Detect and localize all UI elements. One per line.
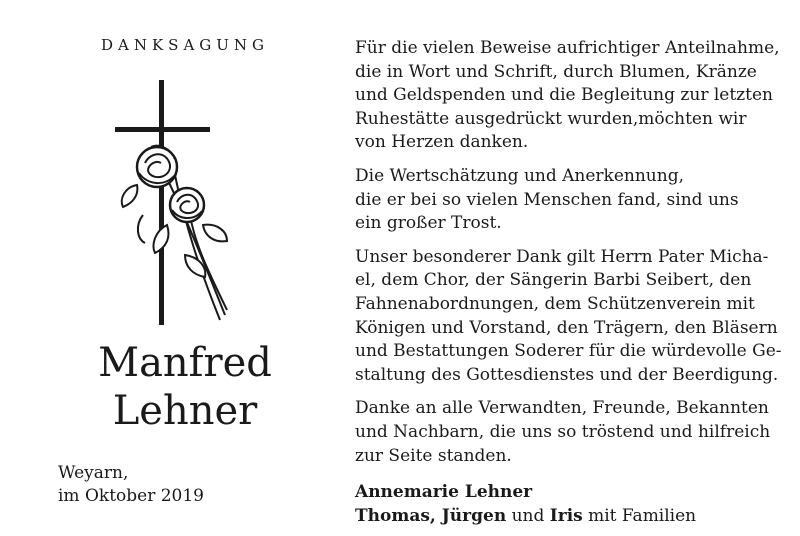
text-line: Fahnenabordnungen, dem Schützenverein mit bbox=[355, 293, 755, 314]
paragraph-thanks bbox=[355, 37, 780, 155]
signature bbox=[355, 481, 780, 528]
text-line: ein großer Trost. bbox=[355, 213, 502, 234]
place-city: Weyarn, bbox=[58, 463, 129, 483]
text-line: el, dem Chor, der Sängerin Barbi Seibert, den bbox=[355, 270, 752, 291]
heading: DANKSAGUNG bbox=[100, 36, 270, 54]
text-line: und Geldspenden und die Begleitung zur letzten bbox=[355, 85, 773, 106]
text-line: und Bestattungen Soderer für die würdevolle Ge- bbox=[355, 341, 782, 362]
left-column bbox=[20, 0, 320, 536]
signature-line-2 bbox=[355, 505, 780, 529]
right-column bbox=[355, 37, 780, 528]
text-line: Ruhestätte ausgedrückt wurden,möchten wir bbox=[355, 108, 747, 129]
signature-names-a: Thomas, Jürgen bbox=[355, 505, 507, 526]
text-line: von Herzen danken. bbox=[355, 132, 529, 153]
place-date: im Oktober 2019 bbox=[58, 486, 205, 506]
signature-suffix: mit Familien bbox=[582, 505, 697, 526]
cross-with-roses-icon bbox=[115, 75, 245, 325]
signature-line-1: Annemarie Lehner bbox=[355, 482, 533, 503]
place-and-date bbox=[58, 462, 204, 508]
text-line: zur Seite standen. bbox=[355, 445, 512, 466]
deceased-last-name: Lehner bbox=[112, 388, 258, 434]
text-line: Unser besonderer Dank gilt Herrn Pater Micha- bbox=[355, 246, 769, 267]
paragraph-relatives bbox=[355, 397, 780, 468]
text-line: die er bei so vielen Menschen fand, sind uns bbox=[355, 189, 739, 210]
text-line: Danke an alle Verwandten, Freunde, Bekannten bbox=[355, 398, 769, 419]
paragraph-appreciation bbox=[355, 165, 780, 236]
signature-connector: und bbox=[506, 505, 550, 526]
text-line: die in Wort und Schrift, durch Blumen, Kränze bbox=[355, 61, 757, 82]
paragraph-special-thanks bbox=[355, 246, 780, 388]
text-line: staltung des Gottesdienstes und der Beerdigung. bbox=[355, 364, 779, 385]
signature-names-b: Iris bbox=[549, 505, 583, 526]
deceased-first-name: Manfred bbox=[98, 340, 272, 386]
text-line: Die Wertschätzung und Anerkennung, bbox=[355, 165, 684, 186]
text-line: und Nachbarn, die uns so tröstend und hilfreich bbox=[355, 421, 771, 442]
text-line: Königen und Vorstand, den Trägern, den Bläsern bbox=[355, 317, 778, 338]
text-line: Für die vielen Beweise aufrichtiger Anteilnahme, bbox=[355, 38, 780, 58]
